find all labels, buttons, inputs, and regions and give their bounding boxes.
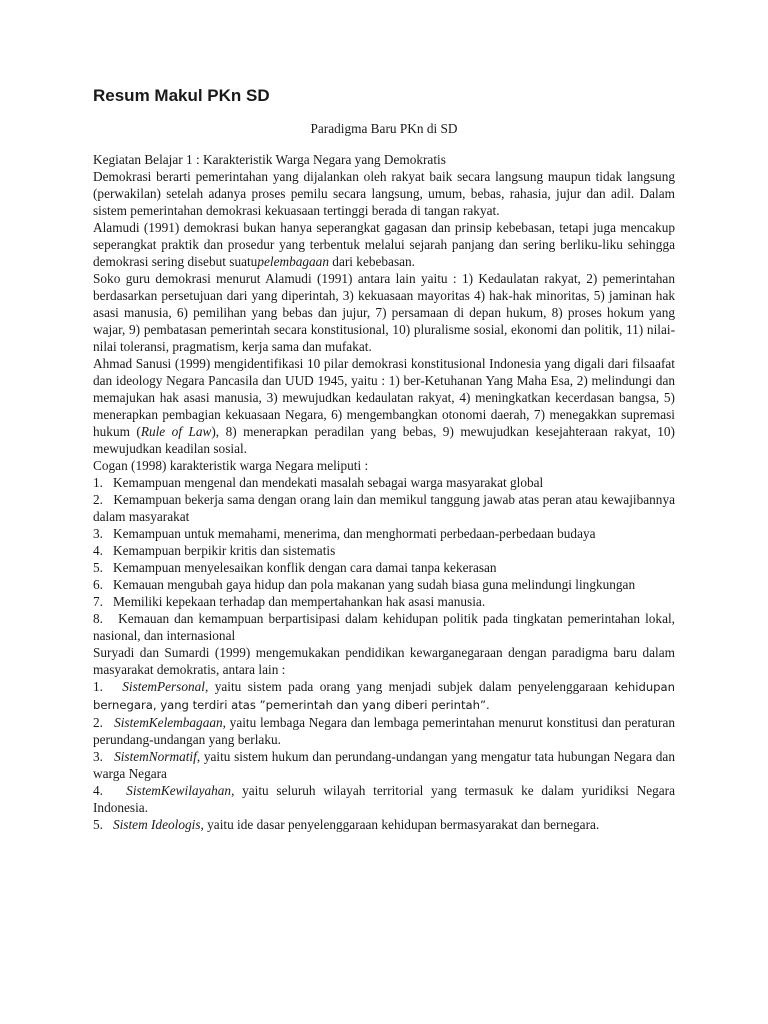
list-item-number: 8. — [93, 611, 103, 626]
list-item-term: Sistem Ideologis — [112, 817, 201, 832]
list-item-text-sans: kehidupan bernegara, yang terdiri atas ”pemerintah dan yang diberi perintah”. — [93, 680, 675, 712]
list-item-text: , yaitu sistem pada orang yang menjadi subjek dalam penyelenggaraan — [205, 679, 615, 694]
list-item-number: 5. — [93, 817, 103, 832]
list-item-text: Kemampuan mengenal dan mendekati masalah sebagai warga masyarakat global — [112, 475, 544, 490]
list-item-number: 3. — [93, 749, 103, 764]
list-item — [93, 576, 675, 593]
sanusi-italic-term: Rule of Law — [140, 424, 212, 439]
list-item-text: Kemauan dan kemampuan berpartisipasi dalam kehidupan politik pada tingkatan pemerintahan lokal, nasional, dan internasional — [93, 611, 675, 643]
list-item — [93, 678, 675, 714]
list-item-text: , yaitu lembaga Negara dan lembaga pemerintahan menurut konstitusi dan peraturan perundang-undangan yang berlaku. — [93, 715, 675, 747]
paragraph-demokrasi: Demokrasi berarti pemerintahan yang dijalankan oleh rakyat baik secara langsung maupun tidak langsung (perwakilan) setelah adanya proses pemilu secara langsung, umum, bebas, rahasia, jujur dan adil. Dalam sistem pemerintahan demokrasi kekuasaan tertinggi berada di tangan rakyat. — [93, 169, 675, 218]
list-item-number: 3. — [93, 526, 103, 541]
list-item — [93, 782, 675, 816]
list-item-number: 6. — [93, 577, 103, 592]
list-item-text: Kemampuan berpikir kritis dan sistematis — [112, 543, 336, 558]
list-item — [93, 748, 675, 782]
list-item — [93, 474, 675, 491]
list-item — [93, 610, 675, 644]
list-item-number: 7. — [93, 594, 103, 609]
list-item-number: 4. — [93, 543, 103, 558]
suryadi-list — [93, 678, 675, 833]
list-item — [93, 714, 675, 748]
list-item-number: 2. — [93, 715, 103, 730]
document-subtitle: Paradigma Baru PKn di SD — [310, 121, 458, 136]
paragraph-sokoguru: Soko guru demokrasi menurut Alamudi (1991) antara lain yaitu : 1) Kedaulatan rakyat, 2) pemerintahan berdasarkan persetujuan dari yang diperintah, 3) kekuasaan mayoritas 4) hak-hak minoritas, 5) jaminan hak asasi manusia, 6) pemilihan yang bebas dan jujur, 7) persamaan di depan hukum, 8) proses hokum yang wajar, 9) pembatasan pemerintah secara konstitusional, 10) pluralisme sosial, ekonomi dan politik, 11) nilai-nilai toleransi, pragmatism, kerja sama dan mufakat. — [93, 271, 675, 354]
list-item-text: Memiliki kepekaan terhadap dan mempertahankan hak asasi manusia. — [112, 594, 486, 609]
list-item-number: 1. — [93, 679, 103, 694]
document-body — [93, 120, 675, 833]
sanusi-text-end: ), 8) menerapkan peradilan yang bebas, 9) mewujudkan kesejahteraan rakyat, 10) mewujudkan keadilan sosial. — [93, 424, 675, 456]
list-item-text: , yaitu seluruh wilayah territorial yang termasuk ke dalam yuridiksi Negara Indonesia. — [93, 783, 675, 815]
list-item — [93, 491, 675, 525]
alamudi-italic-term: pelembagaan — [257, 254, 329, 269]
paragraph-alamudi — [93, 219, 675, 270]
list-item-number: 4. — [93, 783, 103, 798]
paragraph-sanusi — [93, 355, 675, 457]
list-item — [93, 816, 675, 833]
list-item-term: SistemPersonal — [122, 679, 205, 694]
list-item — [93, 593, 675, 610]
list-item — [93, 525, 675, 542]
list-item — [93, 559, 675, 576]
list-item-term: SistemNormatif — [114, 749, 197, 764]
section-heading-kb1: Kegiatan Belajar 1 : Karakteristik Warga Negara yang Demokratis — [93, 152, 446, 167]
list-item-text: Kemauan mengubah gaya hidup dan pola makanan yang sudah biasa guna melindungi lingkungan — [112, 577, 636, 592]
list-item-term: SistemKewilayahan — [126, 783, 232, 798]
list-item — [93, 542, 675, 559]
paragraph-cogan-intro: Cogan (1998) karakteristik warga Negara meliputi : — [93, 458, 369, 473]
list-item-term: SistemKelembagaan — [114, 715, 223, 730]
alamudi-text-end: dari kebebasan. — [328, 254, 416, 269]
sanusi-text: Ahmad Sanusi (1999) mengidentifikasi 10 pilar demokrasi konstitusional Indonesia yang digali dari filsaafat dan ideology Negara Pancasila dan UUD 1945, yaitu : 1) ber-Ketuhanan Yang Maha Esa, 2) melindungi dan memajukan hak asasi manusia, 3) mewujudkan kedaulatan rakyat, 4) meningkatkan kecerdasan bangsa, 5) menerapkan pembagian kekuasaan Negara, 6) mengembangkan otonomi daerah, 7) menegakkan supremasi hukum ( — [93, 356, 675, 439]
alamudi-text: Alamudi (1991) demokrasi bukan hanya seperangkat gagasan dan prinsip kebebasan, tetapi juga mencakup seperangkat praktik dan prosedur yang terbentuk melalui sejarah panjang dan sering berliku-liku sehingga demokrasi sering disebut suatu — [93, 220, 675, 269]
list-item-number: 5. — [93, 560, 103, 575]
list-item-text: , yaitu sistem hukum dan perundang-undangan yang mengatur tata hubungan Negara dan warga Negara — [93, 749, 675, 781]
paragraph-suryadi-intro: Suryadi dan Sumardi (1999) mengemukakan pendidikan kewarganegaraan dengan paradigma baru dalam masyarakat demokratis, antara lain : — [93, 645, 675, 677]
list-item-text: Kemampuan menyelesaikan konflik dengan cara damai tanpa kekerasan — [112, 560, 497, 575]
list-item-text: Kemampuan bekerja sama dengan orang lain dan memikul tanggung jawab atas peran atau kewajibannya dalam masyarakat — [93, 492, 675, 524]
list-item-number: 2. — [93, 492, 103, 507]
list-item-text: Kemampuan untuk memahami, menerima, dan menghormati perbedaan-perbedaan budaya — [112, 526, 596, 541]
document-title: Resum Makul PKn SD — [93, 86, 270, 105]
list-item-number: 1. — [93, 475, 103, 490]
cogan-list — [93, 474, 675, 644]
list-item-text: , yaitu ide dasar penyelenggaraan kehidupan bermasyarakat dan bernegara. — [200, 817, 600, 832]
